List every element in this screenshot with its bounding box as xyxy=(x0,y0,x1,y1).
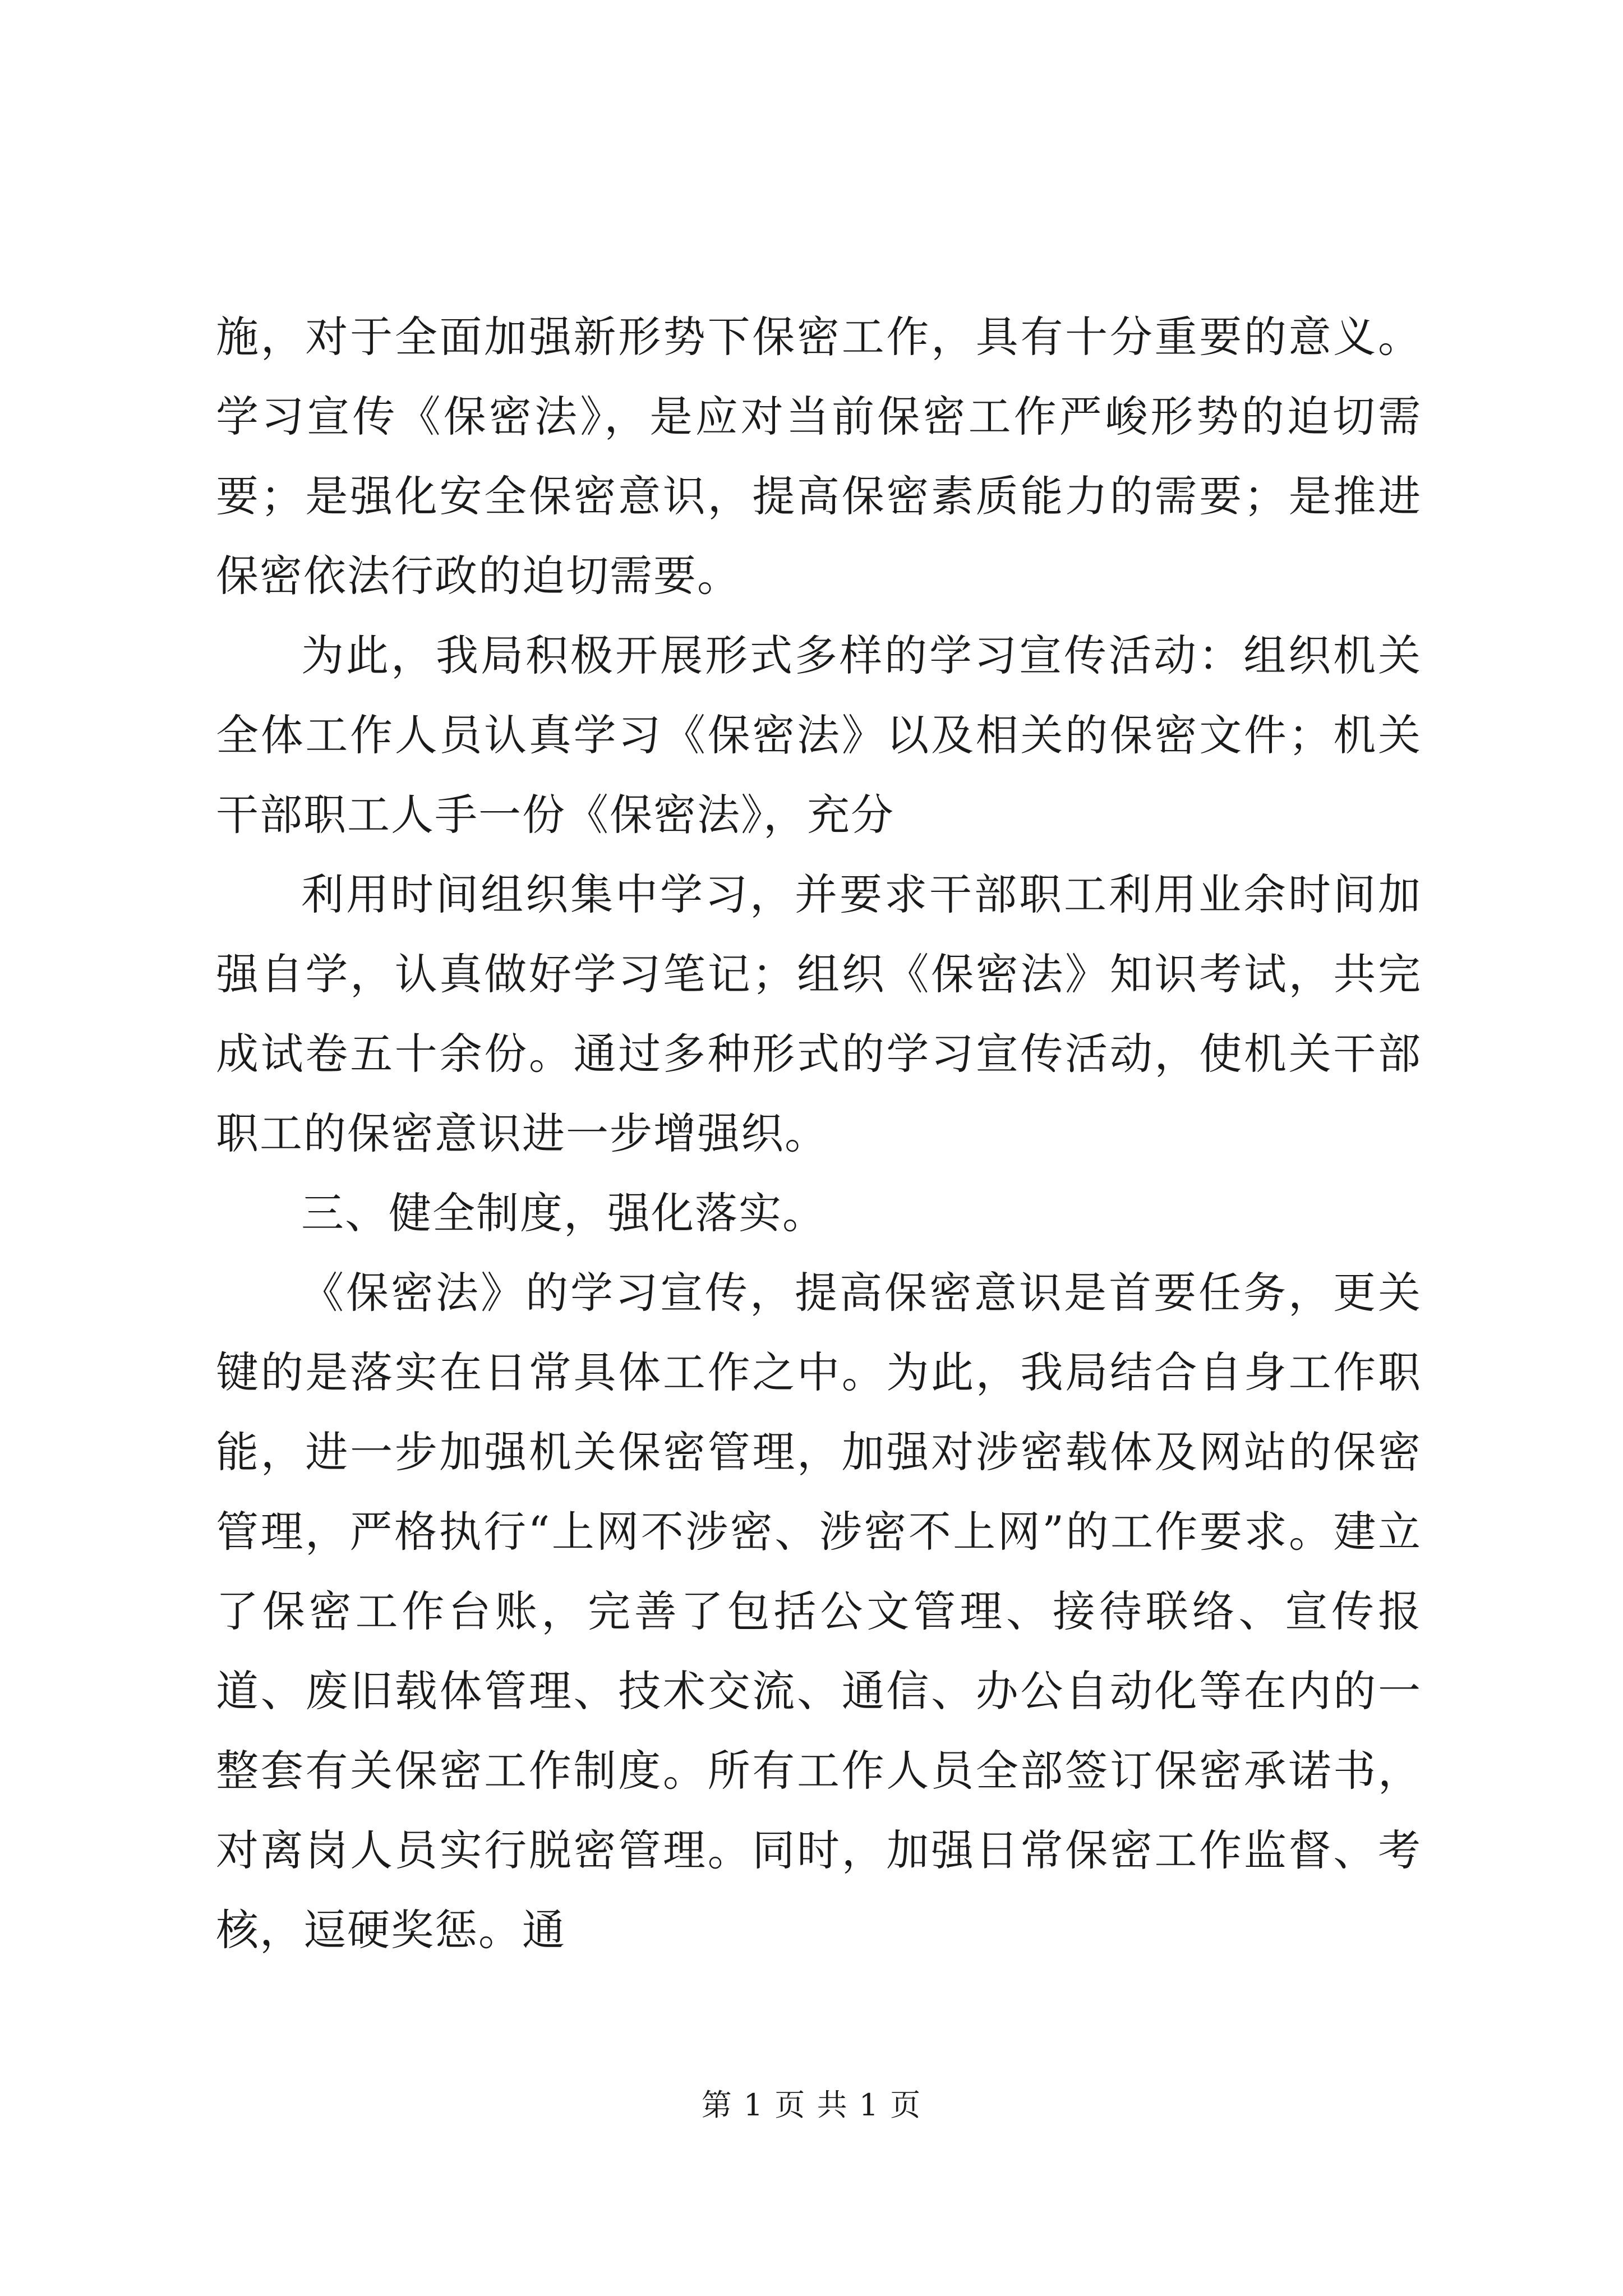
paragraph-4: 《保密法》的学习宣传，提高保密意识是首要任务，更关键的是落实在日常具体工作之中。为此，我局结合自身工作职能，进一步加强机关保密管理，加强对涉密载体及网站的保密管理，严格执行“上网不涉密、涉密不上网”的工作要求。建立了保密工作台账，完善了包括公文管理、接待联络、宣传报道、废旧载体管理、技术交流、通信、办公自动化等在内的一整套有关保密工作制度。所有工作人员全部签订保密承诺书，对离岗人员实行脱密管理。同时，加强日常保密工作监督、考核，逗硬奖惩。通 xyxy=(216,1268,1422,1955)
page-footer: 第 1 页 共 1 页 xyxy=(701,2087,922,2123)
paragraph-2: 为此，我局积极开展形式多样的学习宣传活动：组织机关全体工作人员认真学习《保密法》以及相关的保密文件；机关干部职工人手一份《保密法》，充分 xyxy=(216,631,1422,840)
section-heading: 三、健全制度，强化落实。 xyxy=(301,1188,826,1238)
document-body xyxy=(216,297,1422,1970)
paragraph-1: 施，对于全面加强新形势下保密工作，具有十分重要的意义。学习宣传《保密法》，是应对当前保密工作严峻形势的迫切需要；是强化安全保密意识，提高保密素质能力的需要；是推进保密依法行政的迫切需要。 xyxy=(216,312,1422,601)
paragraph-3: 利用时间组织集中学习，并要求干部职工利用业余时间加强自学，认真做好学习笔记；组织《保密法》知识考试，共完成试卷五十余份。通过多种形式的学习宣传活动，使机关干部职工的保密意识进一步增强织。 xyxy=(216,869,1422,1158)
